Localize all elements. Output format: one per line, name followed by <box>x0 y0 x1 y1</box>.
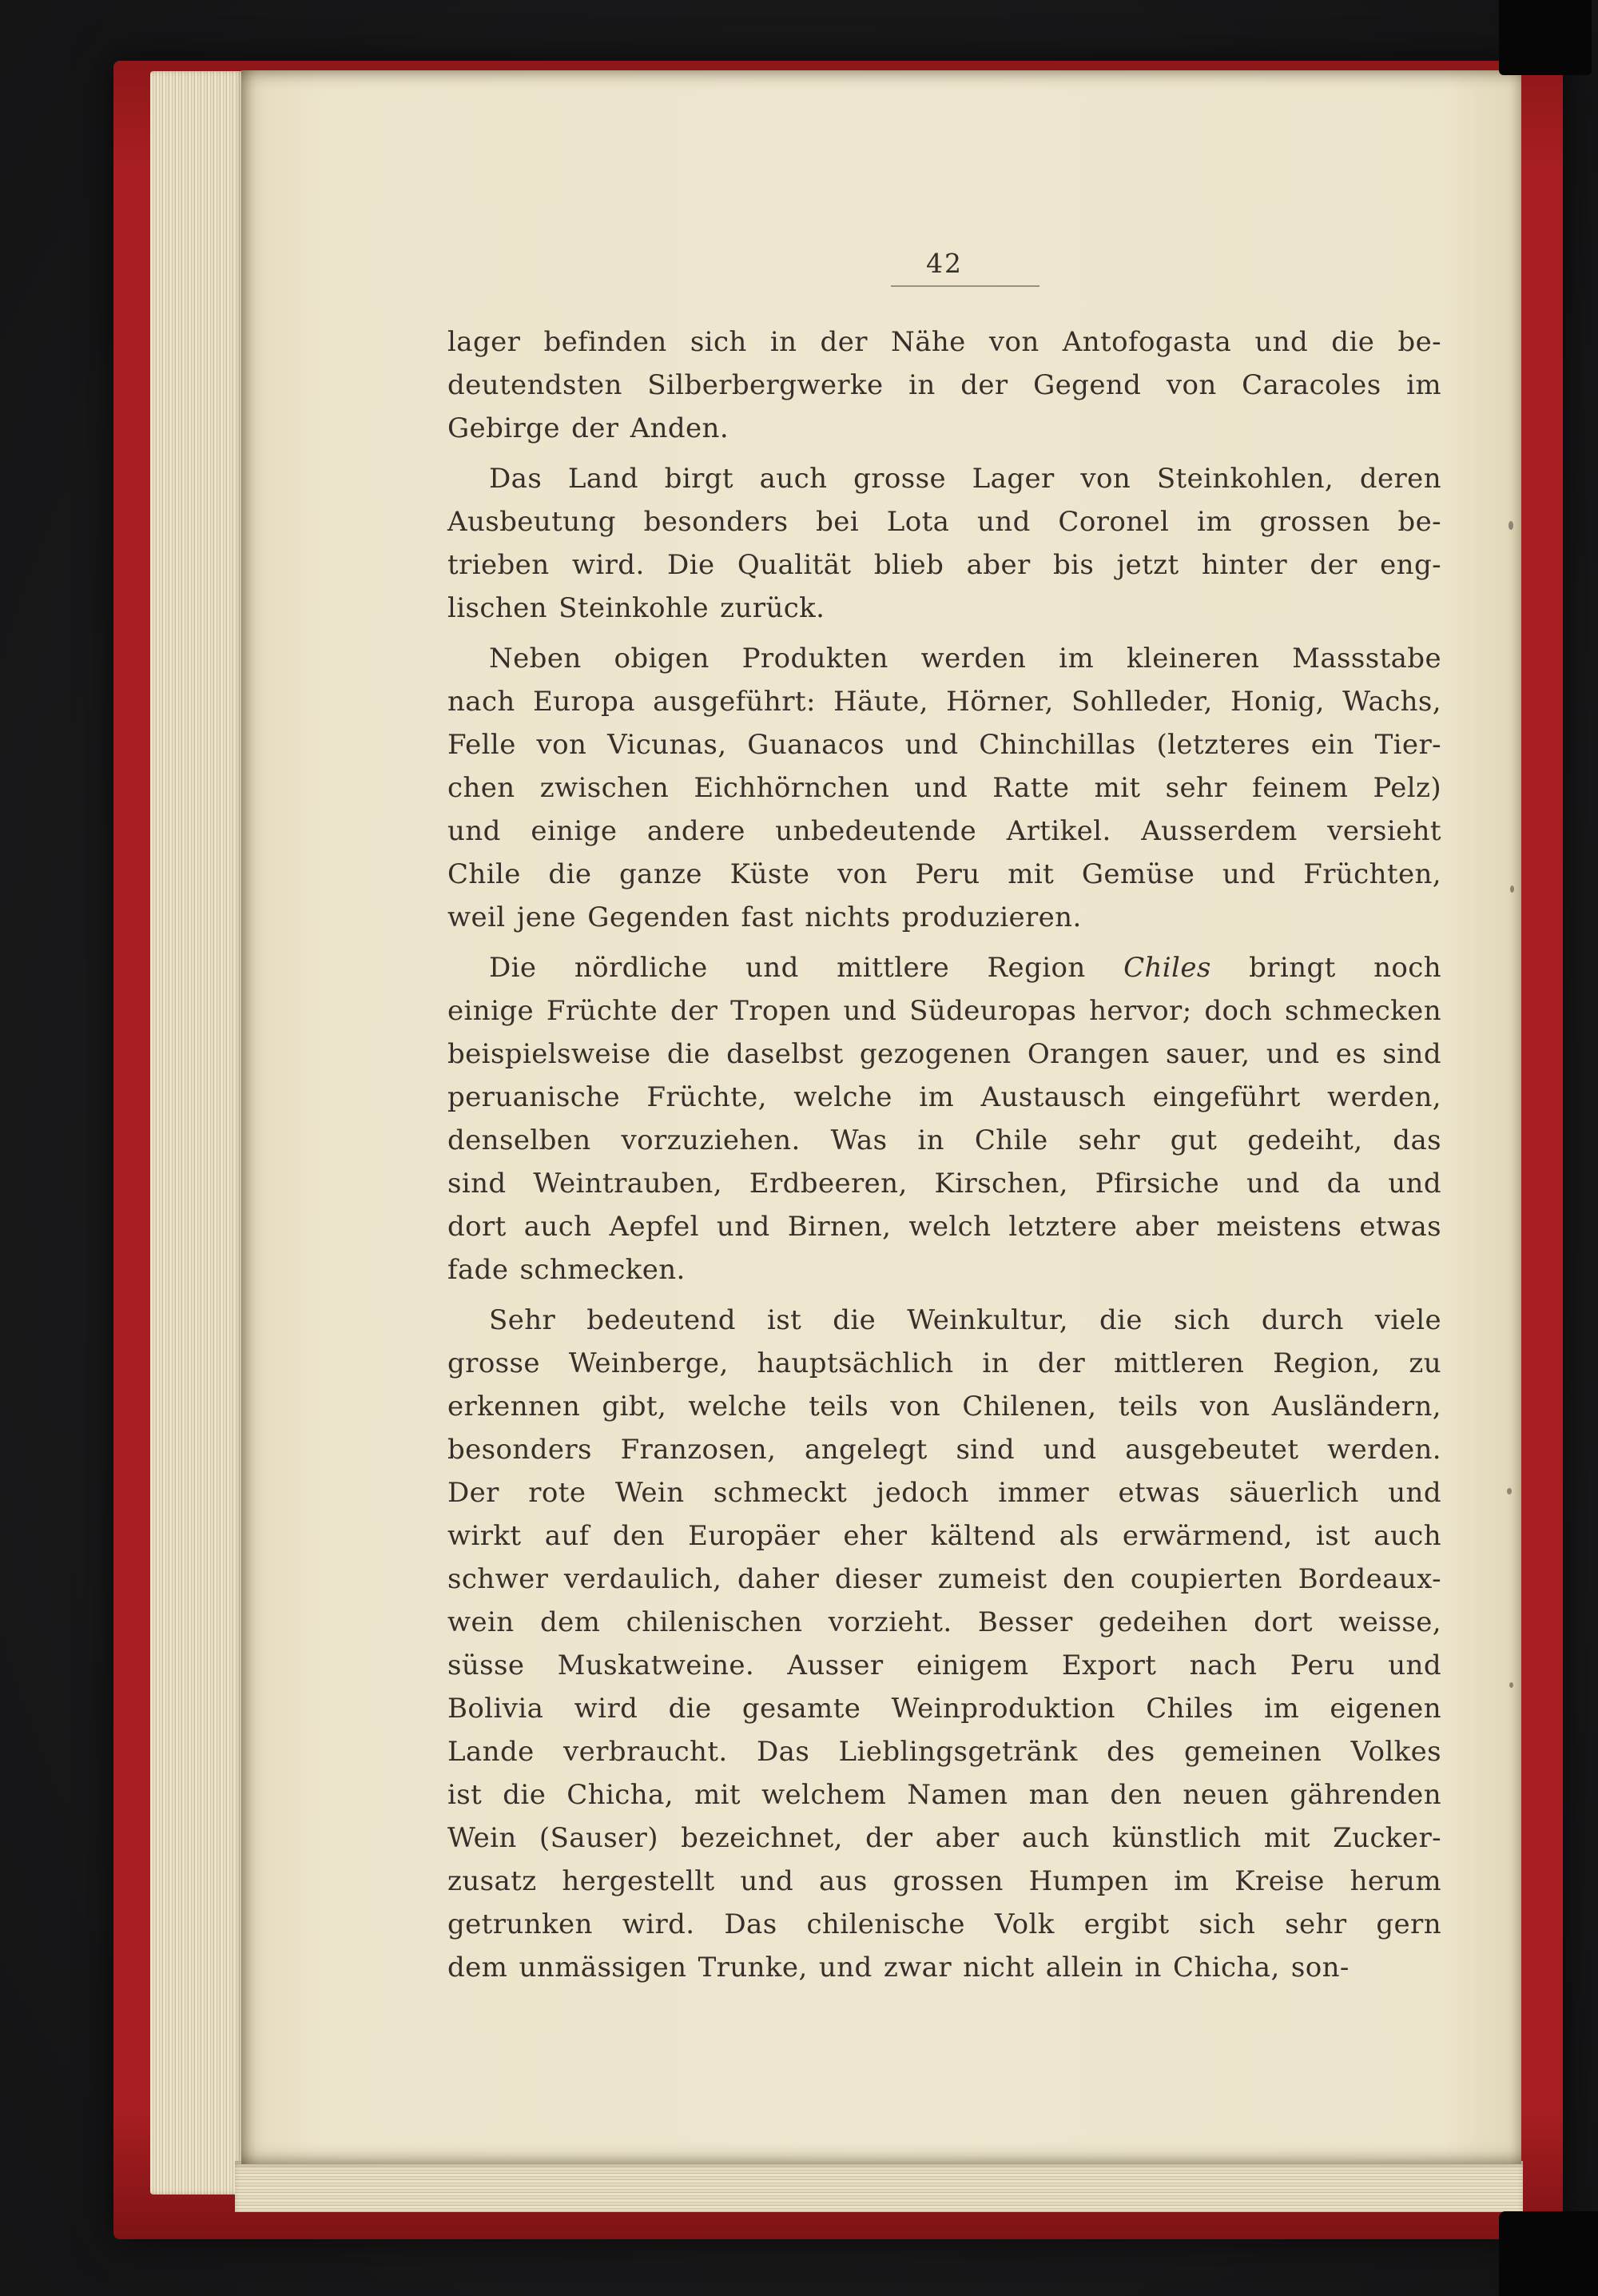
text-line: nach Europa ausgeführt: Häute, Hörner, Sohlleder, Honig, Wachs, <box>447 686 1441 718</box>
scan-artifact <box>1507 1488 1512 1494</box>
text-line: wein dem chilenischen vorzieht. Besser gedeihen dort weisse, <box>447 1606 1441 1638</box>
text-line: einige Früchte der Tropen und Südeuropas hervor; doch schmecken <box>447 995 1441 1027</box>
text-line: weil jene Gegenden fast nichts produzieren. <box>447 901 1082 933</box>
text-line: Sehr bedeutend ist die Weinkultur, die sich durch viele <box>489 1304 1441 1336</box>
scan-artifact <box>1509 1682 1513 1688</box>
page-header <box>447 248 1441 287</box>
paragraph <box>447 457 1441 630</box>
text-line: süsse Muskatweine. Ausser einigem Export nach Peru und <box>447 1649 1441 1681</box>
scan-artifact <box>1510 885 1514 893</box>
text-line: Felle von Vicunas, Guanacos und Chinchillas (letzteres ein Tier- <box>447 729 1441 761</box>
text-line: deutendsten Silberbergwerke in der Gegend von Caracoles im <box>447 369 1441 401</box>
book-cover <box>113 61 1563 2239</box>
text-line: denselben vorzuziehen. Was in Chile sehr gut gedeiht, das <box>447 1124 1441 1156</box>
text-line: und einige andere unbedeutende Artikel. Ausserdem versieht <box>447 815 1441 847</box>
text-line: chen zwischen Eichhörnchen und Ratte mit sehr feinem Pelz) <box>447 772 1441 804</box>
text-line: dort auch Aepfel und Birnen, welch letztere aber meistens etwas <box>447 1211 1441 1243</box>
page-content <box>447 70 1441 2164</box>
scanner-clamp-top <box>1499 0 1592 75</box>
text-line: trieben wird. Die Qualität blieb aber bis jetzt hinter der eng- <box>447 549 1441 581</box>
text-line: fade schmecken. <box>447 1254 686 1286</box>
text-line: Wein (Sauser) bezeichnet, der aber auch künstlich mit Zucker- <box>447 1822 1441 1854</box>
scanner-clamp-bottom <box>1499 2211 1598 2296</box>
text-line: lager befinden sich in der Nähe von Antofogasta und die be- <box>447 326 1441 358</box>
text-line: lischen Steinkohle zurück. <box>447 592 825 624</box>
text-line: getrunken wird. Das chilenische Volk ergibt sich sehr gern <box>447 1908 1441 1940</box>
text-line: besonders Franzosen, angelegt sind und ausgebeutet werden. <box>447 1434 1441 1466</box>
paragraph <box>447 320 1441 450</box>
text-block <box>447 320 1441 1989</box>
text-line: beispielsweise die daselbst gezogenen Orangen sauer, und es sind <box>447 1038 1441 1070</box>
paragraph <box>447 946 1441 1291</box>
text-line: schwer verdaulich, daher dieser zumeist den coupierten Bordeaux- <box>447 1563 1441 1595</box>
paragraph <box>447 1299 1441 1989</box>
page-stack-left-edge <box>150 71 244 2195</box>
text-line: Die nördliche und mittlere Region Chiles bringt noch <box>489 952 1441 984</box>
page-stack-bottom-edge <box>235 2161 1523 2212</box>
text-line: Lande verbraucht. Das Lieblingsgetränk des gemeinen Volkes <box>447 1736 1441 1768</box>
text-line: erkennen gibt, welche teils von Chilenen, teils von Ausländern, <box>447 1391 1441 1423</box>
book-page <box>241 70 1521 2164</box>
text-line: zusatz hergestellt und aus grossen Humpen im Kreise herum <box>447 1865 1441 1897</box>
text-line: Bolivia wird die gesamte Weinproduktion Chiles im eigenen <box>447 1693 1441 1725</box>
text-line: ist die Chicha, mit welchem Namen man den neuen gährenden <box>447 1779 1441 1811</box>
text-line: Neben obigen Produkten werden im kleineren Massstabe <box>489 643 1441 674</box>
text-line: peruanische Früchte, welche im Austausch eingeführt werden, <box>447 1081 1441 1113</box>
text-line: Ausbeutung besonders bei Lota und Coronel im grossen be- <box>447 506 1441 538</box>
scan-artifact <box>1509 521 1513 530</box>
text-line: Das Land birgt auch grosse Lager von Steinkohlen, deren <box>489 463 1441 495</box>
text-line: dem unmässigen Trunke, und zwar nicht allein in Chicha, son- <box>447 1952 1350 1984</box>
page-number-rule <box>891 285 1039 287</box>
paragraph <box>447 637 1441 939</box>
text-line: sind Weintrauben, Erdbeeren, Kirschen, Pfirsiche und da und <box>447 1168 1441 1200</box>
text-line: wirkt auf den Europäer eher kältend als erwärmend, ist auch <box>447 1520 1441 1552</box>
text-line: Chile die ganze Küste von Peru mit Gemüse und Früchten, <box>447 858 1441 890</box>
page-number: 42 <box>926 248 963 279</box>
text-line: grosse Weinberge, hauptsächlich in der mittleren Region, zu <box>447 1347 1441 1379</box>
text-line: Der rote Wein schmeckt jedoch immer etwas säuerlich und <box>447 1477 1441 1509</box>
text-line: Gebirge der Anden. <box>447 412 729 444</box>
